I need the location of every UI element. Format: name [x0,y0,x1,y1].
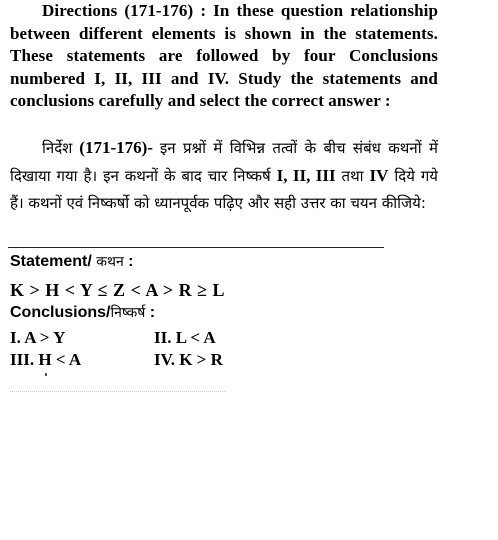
statement-label-colon: : [123,253,134,270]
directions-hindi-lead: निर्देश [42,139,73,157]
directions-hindi-range: (171-176)- [72,138,160,157]
conclusion-4 [154,349,223,371]
directions-hindi-body2: दिये गये हैं। कथनों एवं निष्कर्षो को ध्यानपूर्वक पढ़िए और सही उत्तर का चयन कीजिये: [10,167,438,212]
conclusions-heading [10,302,155,324]
statement-expression: K > H < Y ≤ Z < A > R ≥ L [10,280,225,300]
statement-label-en: Statement/ [10,253,97,270]
faint-cropped-line [10,391,225,395]
directions-english: Directions (171-176) : In these question relationship between different elements is shown in the statements. These statements are followed by four Conclusions numbered I, II, III and IV. Study the statements and conclusions carefully and select the correct answer : [10,1,438,110]
conclusion-1-text: A > Y [24,328,66,347]
directions-hindi [10,134,438,217]
conclusion-4-text: K > R [179,350,223,369]
conclusions-label-en: Conclusions/ [10,304,111,321]
stray-mark [45,373,47,376]
directions-hindi-iv: IV [369,166,389,185]
statement-label-hi: कथन [96,254,124,270]
conclusion-3-text: H < A [38,350,82,369]
conclusions-label-colon: : [145,304,156,321]
conclusion-4-num: IV. [154,350,175,369]
conclusion-2 [154,327,216,349]
section-divider [8,247,384,248]
directions-hindi-numerals: I, II, III [276,166,336,185]
conclusions-label-hi: निष्कर्ष [110,305,146,321]
conclusion-1-num: I. [10,328,21,347]
conclusion-2-num: II. [154,328,172,347]
conclusion-row-1 [10,327,216,349]
conclusion-row-2 [10,349,223,371]
conclusion-2-text: L < A [175,328,216,347]
directions-hindi-body1: इन प्रश्नों में विभिन्न तत्वों के बीच संबंध कथनों में दिखाया गया है। इन कथनों के बाद चार निष्कर्ष [10,139,438,185]
statement-heading [10,251,134,273]
directions-hindi-mid: तथा [335,167,370,185]
conclusion-3-num: III. [10,350,35,369]
